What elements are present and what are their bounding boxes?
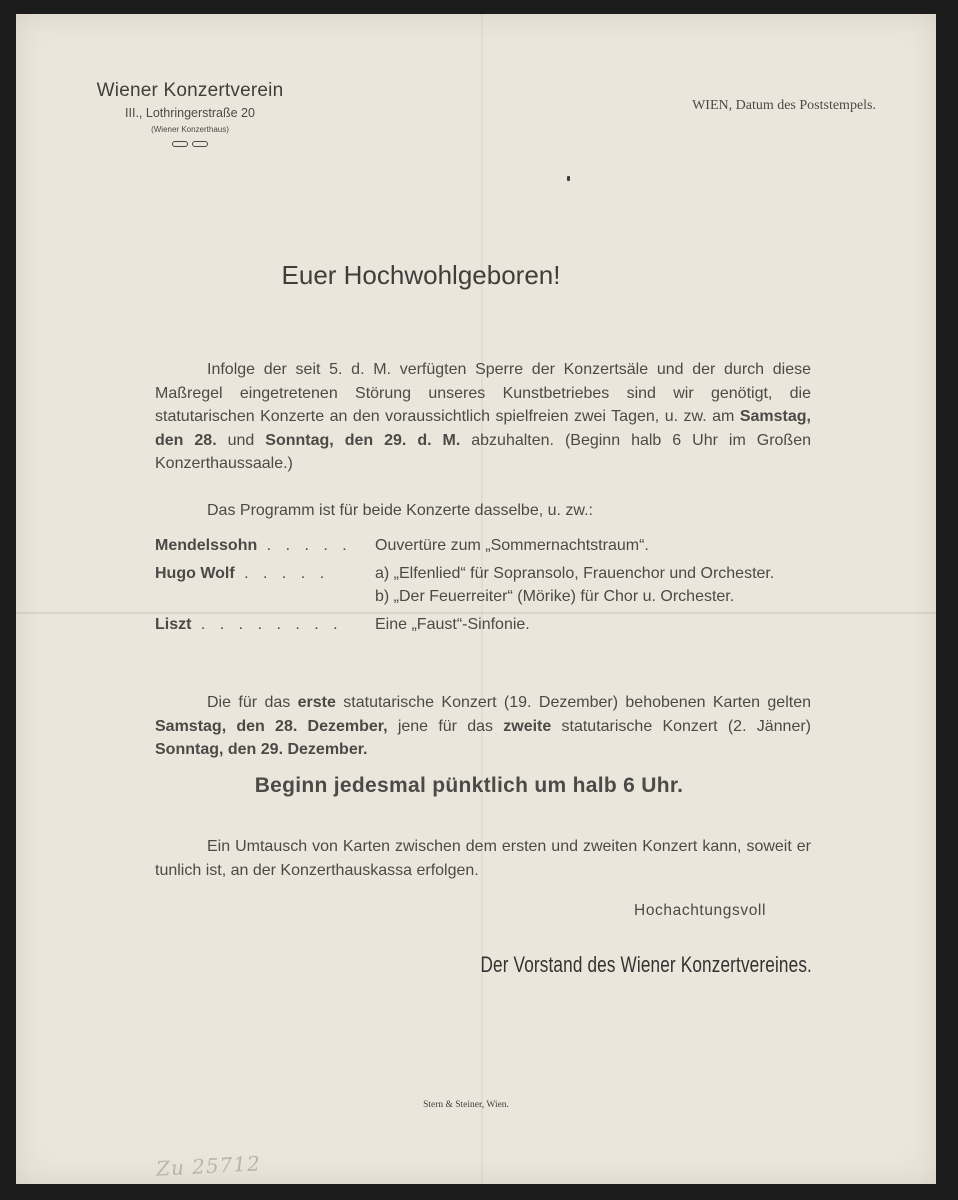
emphasized-text: Samstag, den 28. Dezember, [155,717,388,735]
paragraph-text: statutarische Konzert (19. Dezember) behobenen Karten gelten [335,694,812,711]
emphasized-text: Samstag, den 28. [155,408,811,449]
program-list [155,534,815,640]
organization-address: III., Lothringerstraße 20 [125,106,255,120]
paragraph-text: abzuhalten. (Beginn halb 6 Uhr im Großen Konzerthaussaale.) [155,431,811,472]
begin-notice: Beginn jedesmal pünktlich um halb 6 Uhr. [254,774,684,797]
signature: Der Vorstand des Wiener Konzertvereines. [480,952,812,977]
paragraph-concert-dates [155,358,811,476]
paragraph-text: statutarische Konzert (2. Jänner) [551,717,812,735]
letterhead [80,80,300,147]
greeting: Euer Hochwohlgeboren! [281,260,561,290]
ink-speck [567,176,570,181]
program-item [155,562,815,609]
emphasized-text: Sonntag, den 29. Dezember. [155,741,368,758]
composer-name [155,562,375,609]
letter-sheet [16,14,936,1184]
emphasized-text: erste [297,694,336,711]
paragraph-text: Die für das [207,694,298,711]
work-title: a) „Elfenlied“ für Sopransolo, Frauenchor und Orchester. [375,564,775,582]
place-date-line: WIEN, Datum des Poststempels. [692,98,876,113]
paragraph-tickets [155,691,811,762]
leader-dots: . . . . . [234,564,330,582]
pencil-archive-note: Zu 25712 [155,1151,262,1181]
printer-imprint: Stern & Steiner, Wien. [423,1100,509,1110]
paragraph-text: Infolge der seit 5. d. M. verfügten Sperre der Konzertsäle und der durch diese Maßregel eingetretenen Störung unseres Kunstbetriebes sind wir genötigt, die statutarischen Konzerte an den voraussichtlich spielfreien zwei Tagen, u. zw. am [155,361,811,425]
work-title: Eine „Faust“-Sinfonie. [375,615,530,633]
organization-name: Wiener Konzertverein [96,80,284,101]
telephone-symbol-icon [80,141,300,147]
leader-dots: . . . . . [257,537,352,554]
paragraph-text: und [216,431,266,449]
composer-label: Liszt [155,615,192,633]
leader-dots: . . . . . . . . [191,615,343,633]
work-title: b) „Der Feuerreiter“ (Mörike) für Chor u. Orchester. [375,588,735,605]
emphasized-text: zweite [503,717,552,735]
composer-name [155,534,375,558]
work-title: Ouvertüre zum „Sommernachtstraum“. [375,537,649,554]
work-list [375,534,815,558]
work-list [375,562,815,609]
program-item [155,534,815,558]
closing: Hochachtungsvoll [634,902,766,919]
emphasized-text: Sonntag, den 29. d. M. [265,431,461,449]
paragraph-text: jene für das [387,717,504,735]
program-item [155,613,815,637]
composer-label: Mendelssohn [155,537,258,554]
organization-house: (Wiener Konzerthaus) [151,125,229,134]
paragraph-exchange: Ein Umtausch von Karten zwischen dem ersten und zweiten Konzert kann, soweit er tunlich ist, an der Konzerthauskassa erfolgen. [155,838,811,879]
work-list [375,613,815,637]
paragraph-program-intro: Das Programm ist für beide Konzerte dasselbe, u. zw.: [207,502,593,519]
composer-label: Hugo Wolf [155,564,235,582]
composer-name [155,613,375,637]
